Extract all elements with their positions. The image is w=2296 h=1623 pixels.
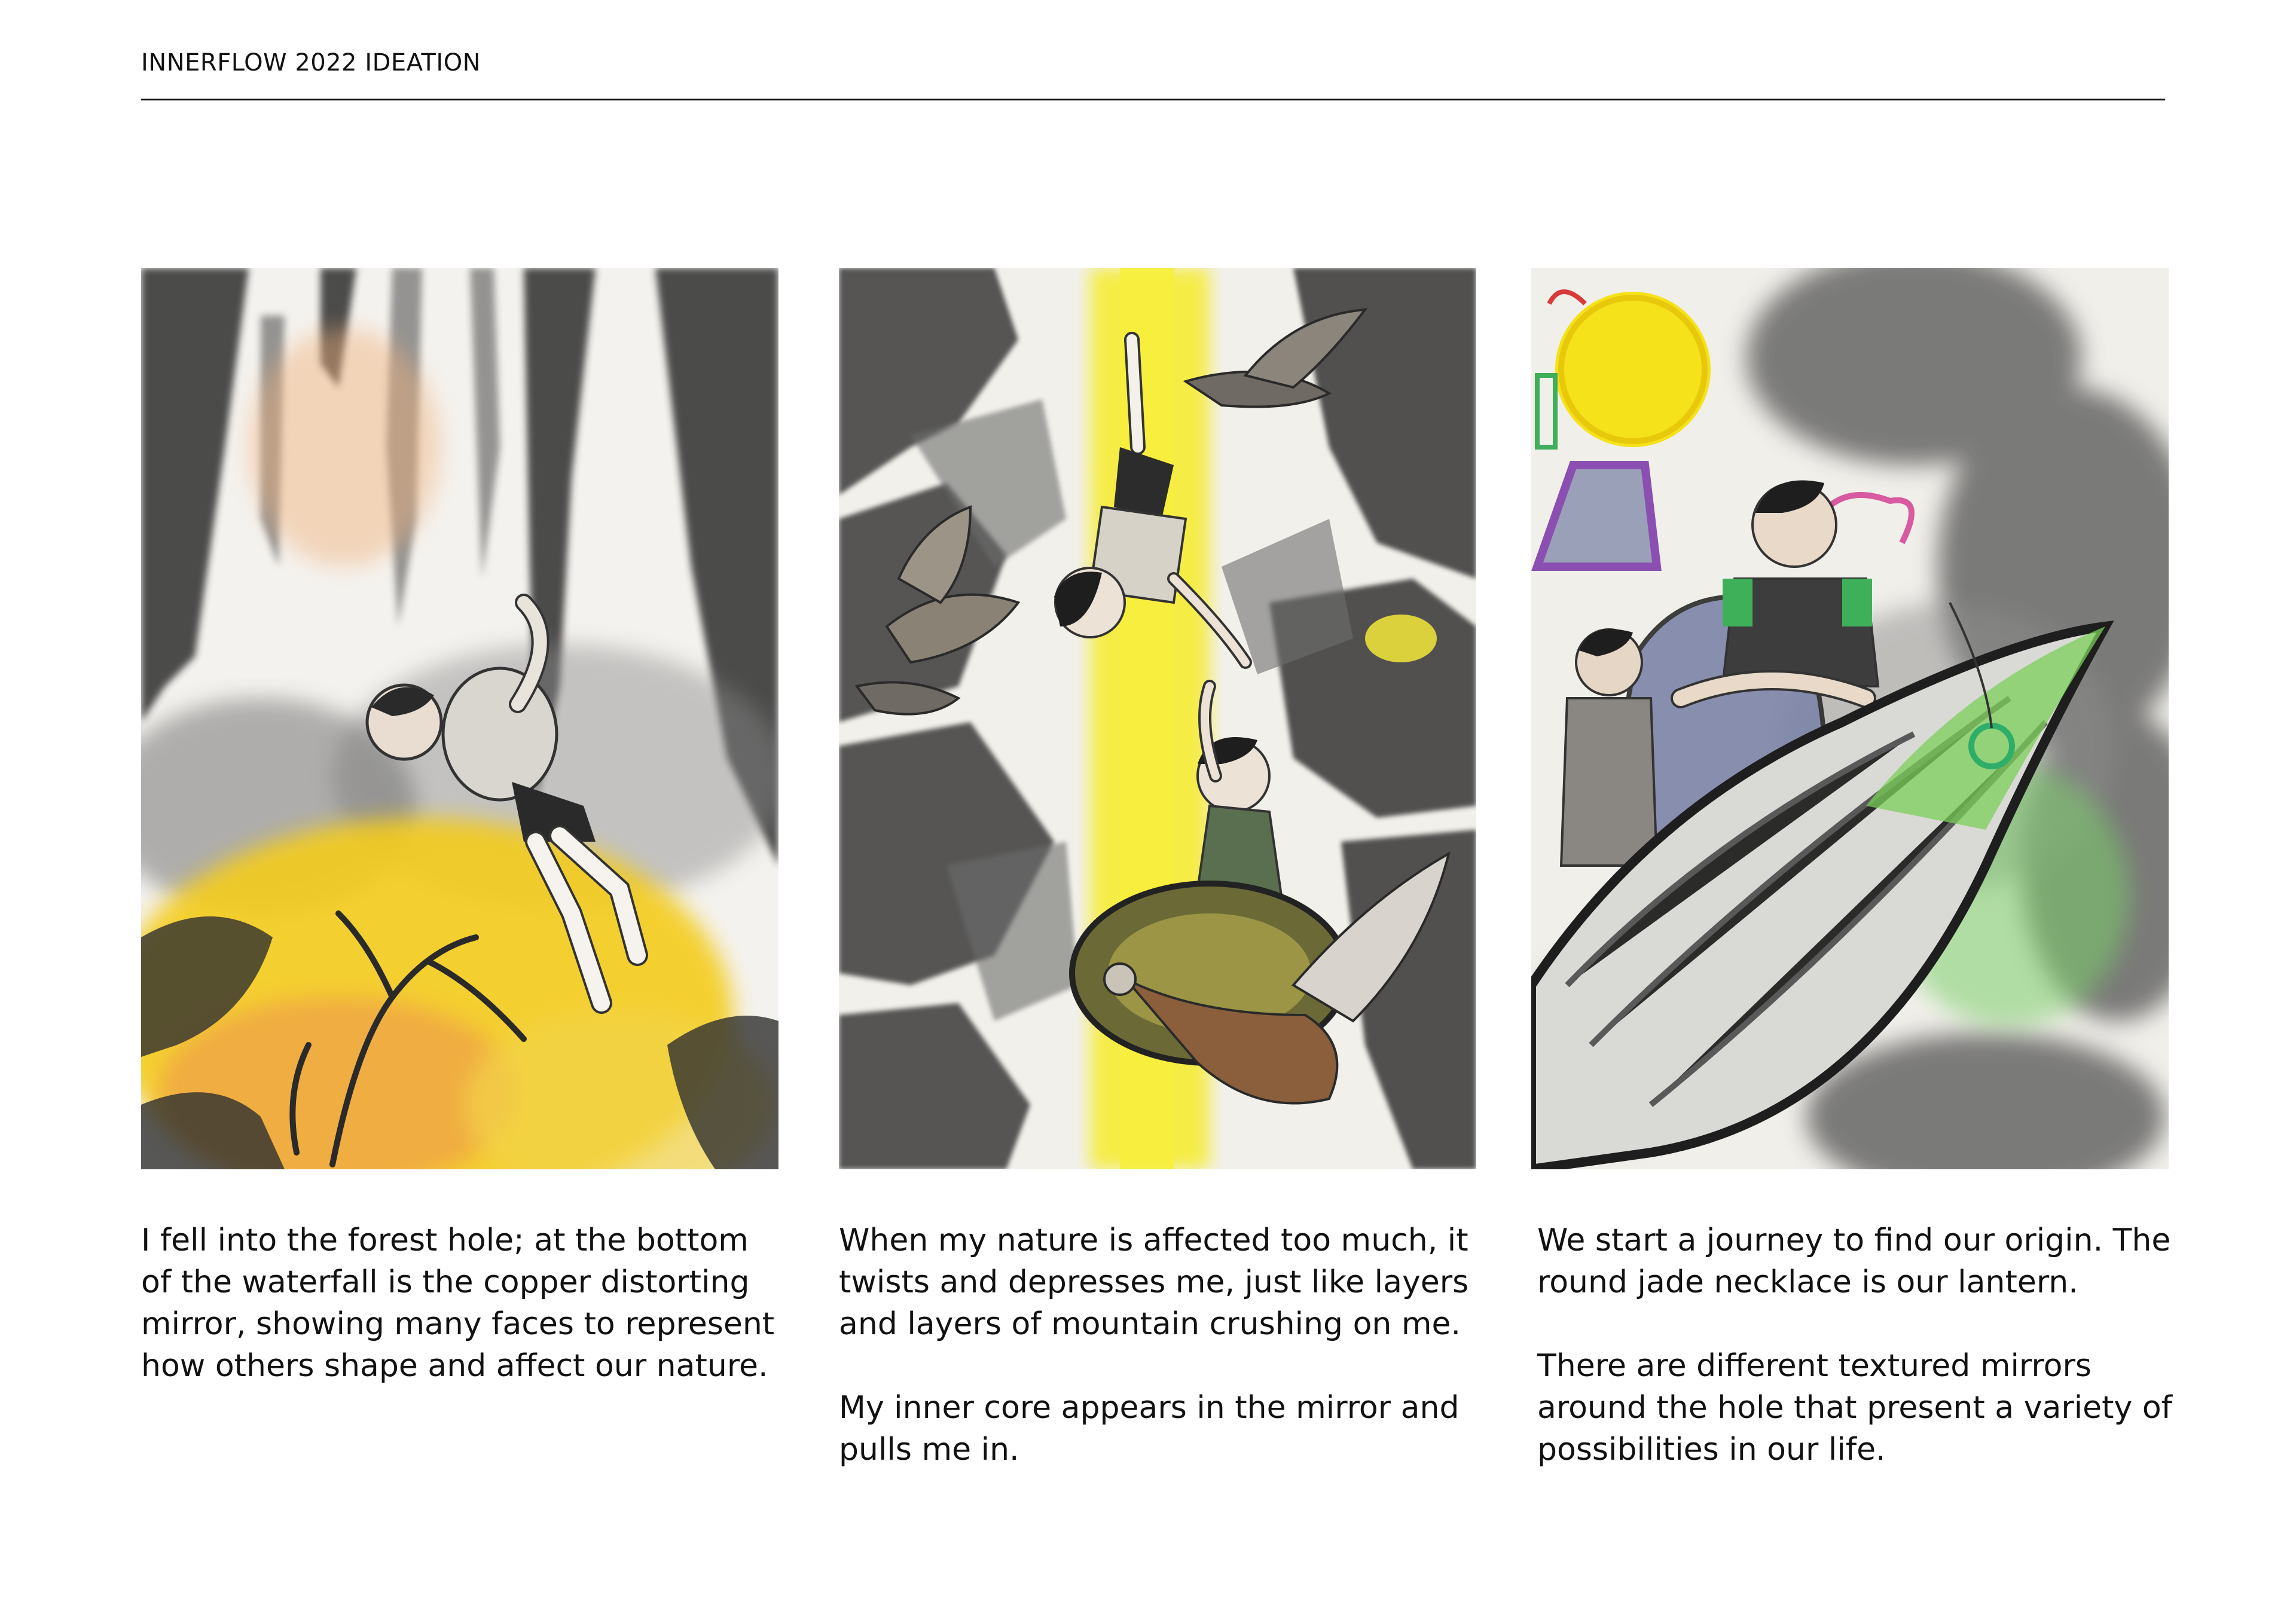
caption-panel-1 (141, 1219, 787, 1429)
header-divider (141, 99, 2165, 100)
caption-paragraph: My inner core appears in the mirror and pulls me in. (839, 1390, 1460, 1468)
journey-origin-painting (1531, 268, 2169, 1169)
caption-panel-2 (839, 1219, 1485, 1512)
forest-hole-fall-painting (141, 268, 778, 1169)
mountain-crushing-painting (839, 268, 1476, 1169)
caption-paragraph: There are different textured mirrors around the hole that present a variety of possibilities in our life. (1537, 1348, 2172, 1468)
page-title: INNERFLOW 2022 IDEATION (141, 49, 481, 77)
caption-panel-3 (1537, 1219, 2183, 1512)
caption-paragraph: When my nature is affected too much, it twists and depresses me, just like layers and layers of mountain crushing on me. (839, 1222, 1469, 1342)
caption-paragraph: I fell into the forest hole; at the bottom of the waterfall is the copper distorting mirror, showing many faces to represent how others shape and affect our nature. (141, 1222, 775, 1384)
caption-paragraph: We start a journey to find our origin. The round jade necklace is our lantern. (1537, 1222, 2171, 1300)
